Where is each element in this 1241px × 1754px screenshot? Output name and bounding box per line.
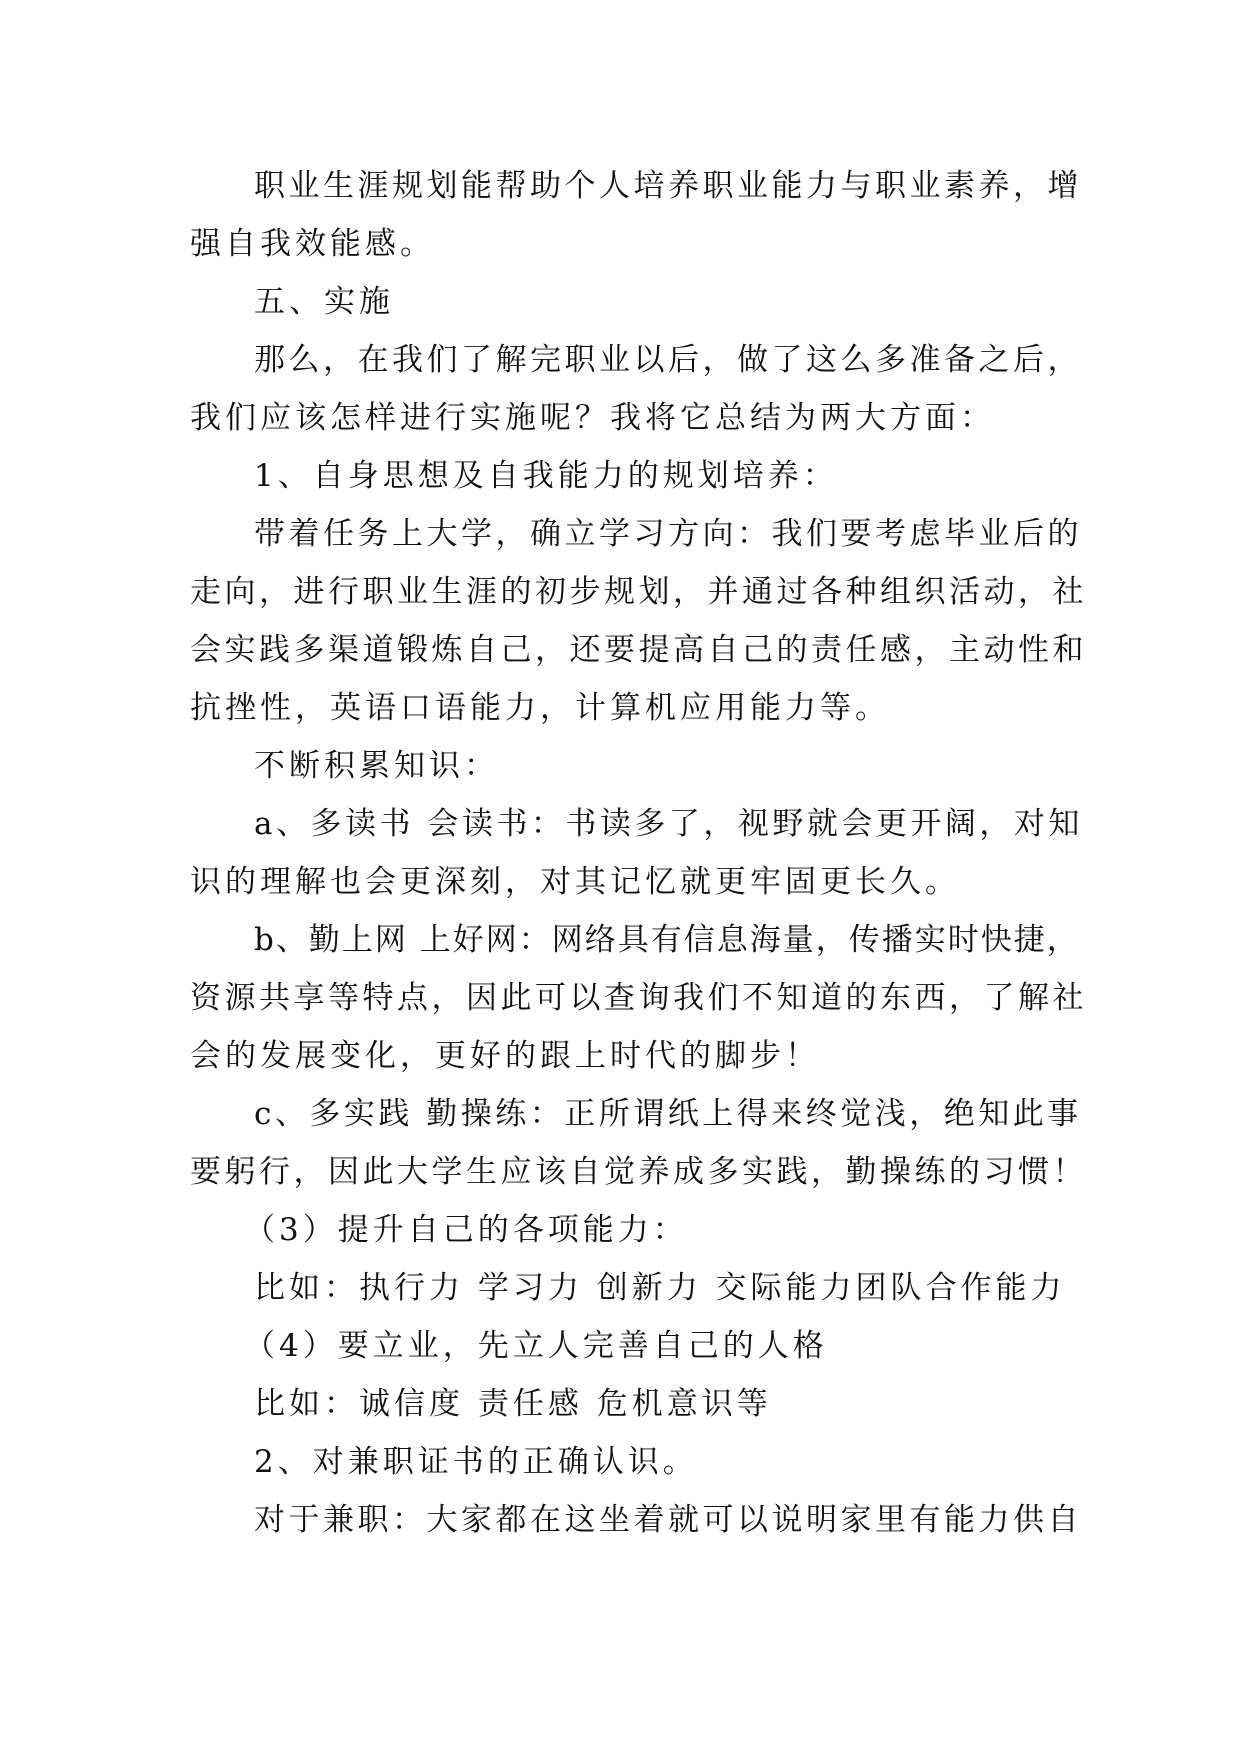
document-body [190,157,1087,1549]
list-item-b: b、勤上网 上好网：网络具有信息海量，传播实时快捷， [254,922,1080,958]
paragraph-line: 会的发展变化，更好的跟上时代的脚步！ [190,1038,820,1074]
paragraph-line: 比如：执行力 学习力 创新力 交际能力团队合作能力 [254,1270,1066,1306]
subsection-heading: 1、自身思想及自我能力的规划培养： [254,458,838,494]
list-item-4: （4）要立业，先立人完善自己的人格 [244,1328,828,1364]
paragraph-line: 不断积累知识： [254,748,499,784]
section-heading: 五、实施 [254,284,394,320]
paragraph-line: 要躬行，因此大学生应该自觉养成多实践，勤操练的习惯！ [190,1154,1087,1190]
paragraph-line: 抗挫性，英语口语能力，计算机应用能力等。 [190,690,890,726]
paragraph-line: 那么，在我们了解完职业以后，做了这么多准备之后， [254,342,1082,378]
paragraph-line: 识的理解也会更深刻，对其记忆就更牢固更长久。 [190,864,960,900]
paragraph-line: 对于兼职：大家都在这坐着就可以说明家里有能力供自 [254,1502,1082,1538]
paragraph-line: 我们应该怎样进行实施呢？我将它总结为两大方面： [190,400,995,436]
list-item-3: （3）提升自己的各项能力： [244,1212,688,1248]
paragraph-line: 走向，进行职业生涯的初步规划，并通过各种组织活动，社 [190,574,1087,610]
list-item-a: a、多读书 会读书：书读多了，视野就会更开阔，对知 [254,806,1083,842]
paragraph-line: 比如：诚信度 责任感 危机意识等 [254,1386,772,1422]
paragraph-line: 强自我效能感。 [190,226,435,262]
paragraph-line: 资源共享等特点，因此可以查询我们不知道的东西，了解社 [190,980,1087,1016]
subsection-heading: 2、对兼职证书的正确认识。 [254,1444,698,1480]
list-item-c: c、多实践 勤操练：正所谓纸上得来终觉浅，绝知此事 [254,1096,1082,1132]
paragraph-line: 会实践多渠道锻炼自己，还要提高自己的责任感，主动性和 [190,632,1087,668]
paragraph-line: 带着任务上大学，确立学习方向：我们要考虑毕业后的 [254,516,1082,552]
paragraph-line: 职业生涯规划能帮助个人培养职业能力与职业素养，增 [254,168,1082,204]
